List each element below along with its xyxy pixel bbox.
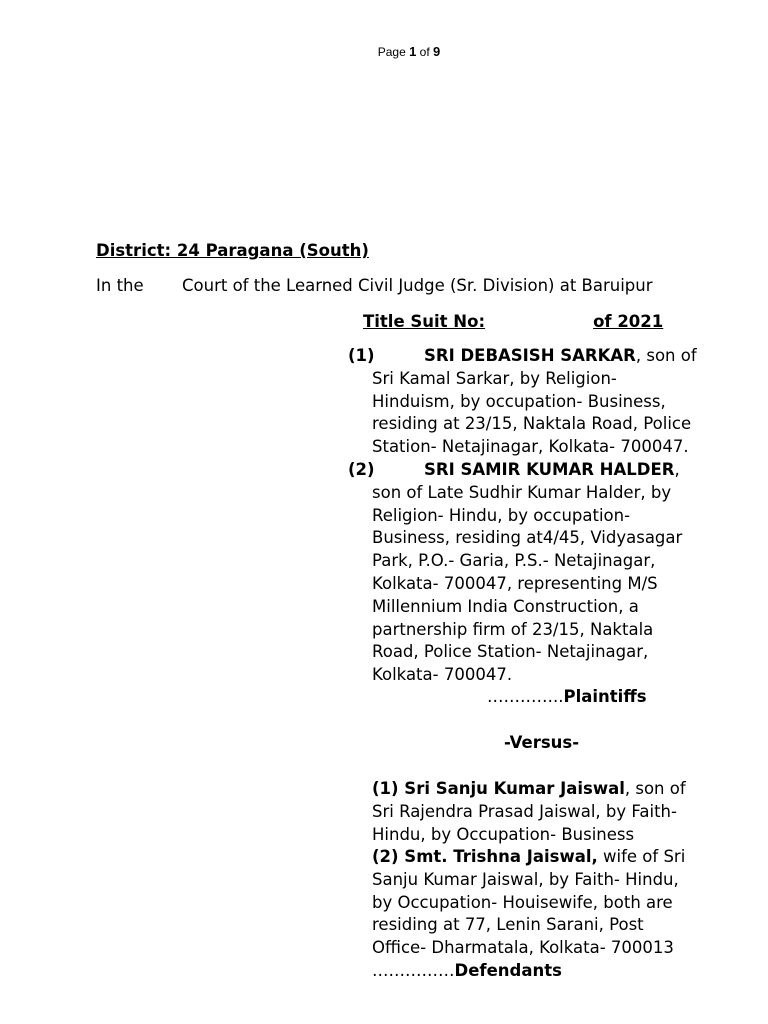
defendants-dots: …………… [372,961,455,980]
plaintiff-2-line: Road, Police Station- Netajinagar, [372,642,649,662]
defendant-2-name: (2) Smt. Trishna Jaiswal, [372,847,598,866]
page-of: of [419,45,430,59]
plaintiff-1-name: SRI DEBASISH SARKAR [424,346,636,365]
district-heading: District: 24 Paragana (South) [96,241,369,260]
plaintiff-2-name: SRI SAMIR KUMAR HALDER [424,460,675,479]
plaintiff-2-line: Kolkata- 700047, representing M/S [372,573,658,593]
title-suit-year: of 2021 [593,312,664,331]
page-prefix: Page [377,45,406,59]
defendant-2-first-line [372,846,752,869]
plaintiff-2-line: Millennium India Construction, a [372,596,639,616]
defendant-1-line: Sri Rajendra Prasad Jaiswal, by Faith- [372,801,677,821]
plaintiff-2-number: (2) [348,460,375,479]
page-total: 9 [433,44,441,59]
defendant-2 [372,846,752,960]
defendants-label-line [372,960,562,983]
plaintiff-2-line: Park, P.O.- Garia, P.S.- Netajinagar, [372,551,656,571]
court-name: Court of the Learned Civil Judge (Sr. Division) at Baruipur [182,276,653,295]
defendant-2-line: Office- Dharmatala, Kolkata- 700013 [372,938,674,958]
defendant-2-first-line-rest: wife of Sri [597,847,686,866]
defendants-label: Defendants [454,961,562,980]
plaintiff-1-line: residing at 23/15, Naktala Road, Police [372,414,692,434]
versus-label: -Versus- [504,733,580,752]
in-the-label: In the [96,276,144,295]
plaintiff-1-first-line-rest: , son of [635,346,697,365]
page-current: 1 [409,44,417,59]
title-suit-label: Title Suit No: [363,312,486,331]
plaintiffs-label: Plaintiffs [563,687,647,706]
plaintiff-1 [348,345,748,459]
plaintiffs-label-line [487,686,647,709]
plaintiff-1-line: Station- Netajinagar, Kolkata- 700047. [372,437,689,457]
defendant-1-name: (1) Sri Sanju Kumar Jaiswal [372,779,625,798]
plaintiff-1-number: (1) [348,346,375,365]
defendant-2-line: residing at 77, Lenin Sarani, Post [372,915,644,935]
defendant-2-line: by Occupation- Houisewife, both are [372,892,673,912]
plaintiff-1-line: Hinduism, by occupation- Business, [372,391,666,411]
plaintiff-2-line: son of Late Sudhir Kumar Halder, by [372,482,672,502]
defendant-1 [372,778,752,846]
plaintiff-2-line: Religion- Hindu, by occupation- [372,505,631,525]
defendant-1-line: Hindu, by Occupation- Business [372,824,635,844]
defendant-2-line: Sanju Kumar Jaiswal, by Faith- Hindu, [372,869,679,889]
plaintiff-2-line: Business, residing at4/45, Vidyasagar [372,528,683,548]
plaintiff-2-first-line [348,459,748,482]
plaintiff-2 [348,459,748,687]
page-number-header [0,44,768,59]
defendant-1-first-line [372,778,752,801]
plaintiffs-dots: ………….. [487,687,564,706]
defendant-1-first-line-rest: , son of [624,779,686,798]
plaintiff-1-line: Sri Kamal Sarkar, by Religion- [372,368,617,388]
plaintiff-2-line: Kolkata- 700047. [372,665,513,685]
plaintiff-2-line: partnership firm of 23/15, Naktala [372,619,654,639]
plaintiff-1-first-line [348,345,748,368]
title-suit-line [363,311,663,334]
plaintiff-2-first-line-rest: , [674,460,680,479]
